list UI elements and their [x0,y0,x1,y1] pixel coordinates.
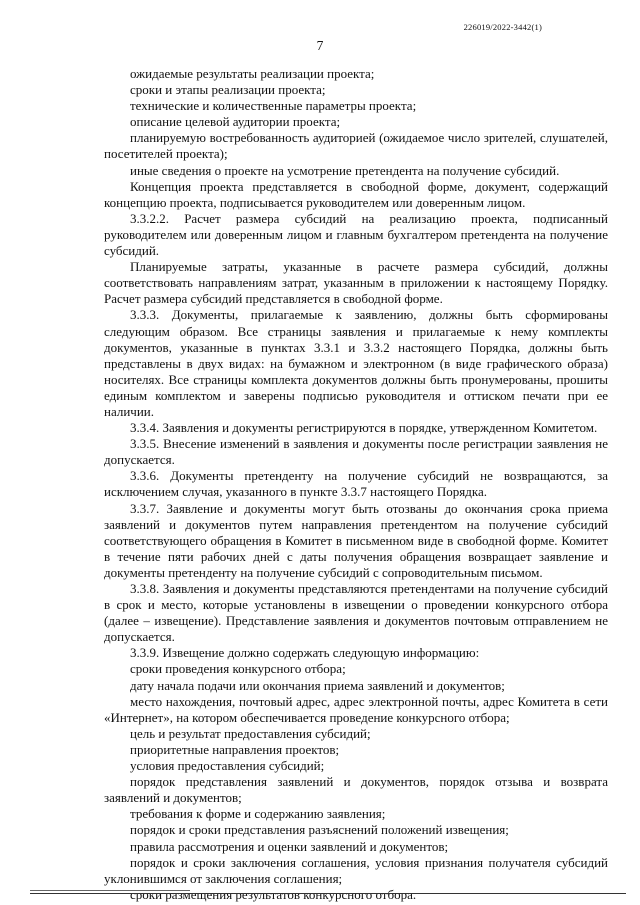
paragraph: условия предоставления субсидий; [130,758,325,774]
paragraph: сроки размещения результатов конкурсного отбора. [130,886,417,902]
paragraph: требования к форме и содержанию заявления; [130,806,386,822]
paragraph: цель и результат предоставления субсидий; [130,725,371,741]
paragraph: порядок и сроки заключения соглашения, условия признания получателя субсидий уклонившимся от заключения соглашения; [104,854,608,886]
document-body [104,66,608,903]
paragraph: место нахождения, почтовый адрес, адрес электронной почты, адрес Комитета в сети «Интернет», на котором обеспечивается проведение конкурсного отбора; [104,693,608,725]
paragraph: 3.3.9. Извещение должно содержать следующую информацию: [130,645,480,661]
paragraph: порядок представления заявлений и документов, порядок отзыва и возврата заявлений и документов; [104,774,608,806]
paragraph: 3.3.5. Внесение изменений в заявления и документы после регистрации заявления не допускается. [104,436,608,468]
paragraph: ожидаемые результаты реализации проекта; [130,66,375,81]
document-registration-number: 226019/2022-3442(1) [463,22,542,32]
paragraph: правила рассмотрения и оценки заявлений и документов; [130,838,449,854]
paragraph: приоритетные направления проектов; [130,741,340,757]
paragraph: планируемую востребованность аудиторией (ожидаемое число зрителей, слушателей, посетителей проекта); [104,130,608,162]
scan-edge-line [30,890,190,891]
paragraph: 3.3.3. Документы, прилагаемые к заявлению, должны быть сформированы следующим образом. Все страницы заявления и прилагаемые к нему комплекты документов, указанные в пунктах 3.3.1 и 3.3.2 настоящего Порядка, должны быть представлены в двух видах: на бумажном и электронном (в виде графического образа) носителях. Все страницы комплекта документов должны быть пронумерованы, прошиты единым комплектом и заверены подписью руководителя и оттиском печати при ее наличии. [104,307,608,419]
paragraph: сроки и этапы реализации проекта; [130,82,326,98]
paragraph: Концепция проекта представляется в свободной форме, документ, содержащий концепцию проекта, подписывается руководителем или доверенным лицом. [104,178,608,210]
paragraph: иные сведения о проекте на усмотрение претендента на получение субсидий. [130,162,560,178]
paragraph: Планируемые затраты, указанные в расчете размера субсидий, должны соответствовать направлениям затрат, указанным в приложении к настоящему Порядку. Расчет размера субсидий представляется в свободной форме. [104,259,608,307]
scan-bottom-border [30,893,626,894]
paragraph: описание целевой аудитории проекта; [130,114,341,130]
paragraph: технические и количественные параметры проекта; [130,98,417,114]
paragraph: 3.3.7. Заявление и документы могут быть отозваны до окончания срока приема заявлений и документов путем направления претендентом на получение субсидий соответствующего обращения в Комитет в письменном виде в свободной форме. Комитет в течение пяти рабочих дней с даты получения обращения возвращает заявление и документы претенденту на получение субсидий с сопроводительным письмом. [104,500,608,580]
paragraph: 3.3.6. Документы претенденту на получение субсидий не возвращаются, за исключением случая, указанного в пункте 3.3.7 настоящего Порядка. [104,468,608,500]
paragraph: дату начала подачи или окончания приема заявлений и документов; [130,677,505,693]
paragraph: 3.3.8. Заявления и документы представляются претендентами на получение субсидий в срок и место, которые установлены в извещении о проведении конкурсного отбора (далее – извещение). Представление заявления и документов почтовым отправлением не допускается. [104,581,608,645]
page-number: 7 [316,38,324,53]
paragraph: 3.3.4. Заявления и документы регистрируются в порядке, утвержденном Комитетом. [130,420,598,436]
paragraph: порядок и сроки представления разъяснений положений извещения; [130,822,509,838]
paragraph: 3.3.2.2. Расчет размера субсидий на реализацию проекта, подписанный руководителем или доверенным лицом и главным бухгалтером претендента на получение субсидий. [104,210,608,259]
paragraph: сроки проведения конкурсного отбора; [130,661,346,677]
